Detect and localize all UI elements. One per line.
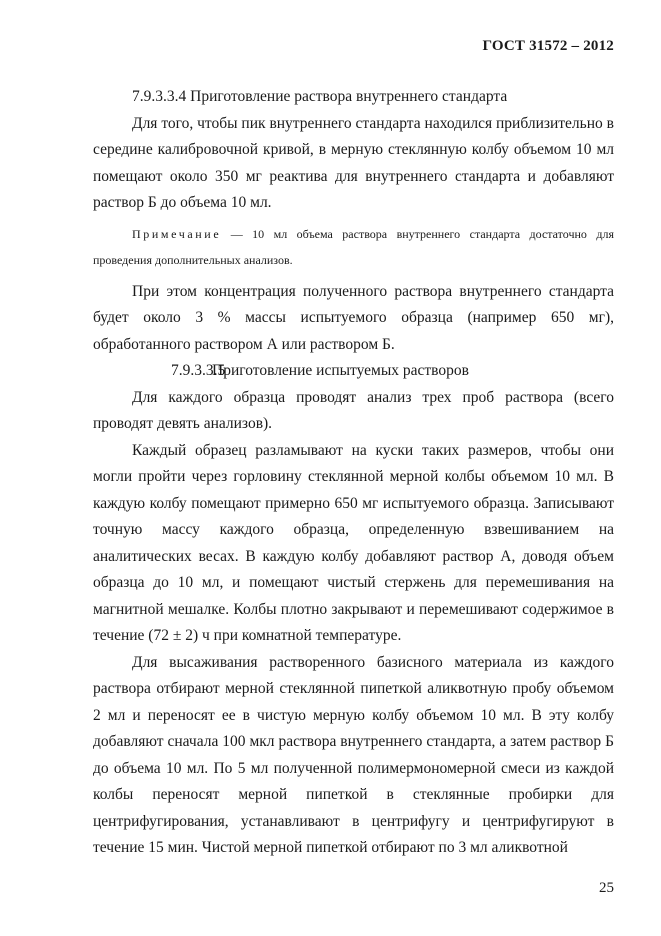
document-body <box>93 84 614 862</box>
paragraph: Для того, чтобы пик внутреннего стандарта находился приблизительно в середине калибровочной кривой, в мерную стеклянную колбу объемом 10 мл помещают около 350 мг реактива для внутреннего стандарта и добавляют раствор Б до объема 10 мл. <box>93 114 614 211</box>
section-title: Приготовление испытуемых растворов <box>212 362 469 379</box>
paragraph: При этом концентрация полученного раствора внутреннего стандарта будет около 3 % массы испытуемого образца (например 650 мг), обработанного раствором А или раствором Б. <box>93 282 614 353</box>
section-heading-7-9-3-3-5 <box>93 358 614 385</box>
page-number: 25 <box>599 880 614 896</box>
section-heading-7-9-3-3-4: 7.9.3.3.4 Приготовление раствора внутреннего стандарта <box>132 88 508 105</box>
paragraph: Для каждого образца проводят анализ трех проб раствора (всего проводят девять анализов). <box>93 388 614 432</box>
paragraph: Для высаживания растворенного базисного материала из каждого раствора отбирают мерной стеклянной пипеткой аликвотную пробу объемом 2 мл и переносят ее в чистую мерную колбу объемом 10 мл. В эту колбу добавляют сначала 100 мкл раствора внутреннего стандарта, а затем раствор Б до объема 10 мл. По 5 мл полученной полимермономерной смеси из каждой колбы переносят мерной пипеткой в стеклянные пробирки для центрифугирования, устанавливают в центрифугу и центрифугируют в течение 15 мин. Чистой мерной пипеткой отбирают по 3 мл аликвотной <box>93 653 614 856</box>
note-paragraph <box>93 221 614 273</box>
note-label: Примечание <box>132 226 222 241</box>
note-text: — 10 мл объема раствора внутреннего стандарта достаточно для проведения дополнительных анализов. <box>93 226 614 267</box>
standard-header: ГОСТ 31572 – 2012 <box>482 38 614 54</box>
paragraph: Каждый образец разламывают на куски таких размеров, чтобы они могли пройти через горловину стеклянной мерной колбы объемом 10 мл. В каждую колбу помещают примерно 650 мг испытуемого образца. Записывают точную массу каждого образца, определенную взвешиванием на аналитических весах. В каждую колбу добавляют раствор А, доводя объем образца до 10 мл, и помещают чистый стержень для перемешивания на магнитной мешалке. Колбы плотно закрывают и перемешивают содержимое в течение (72 ± 2) ч при комнатной температуре. <box>93 441 614 644</box>
section-number: 7.9.3.3.5 <box>171 362 226 379</box>
